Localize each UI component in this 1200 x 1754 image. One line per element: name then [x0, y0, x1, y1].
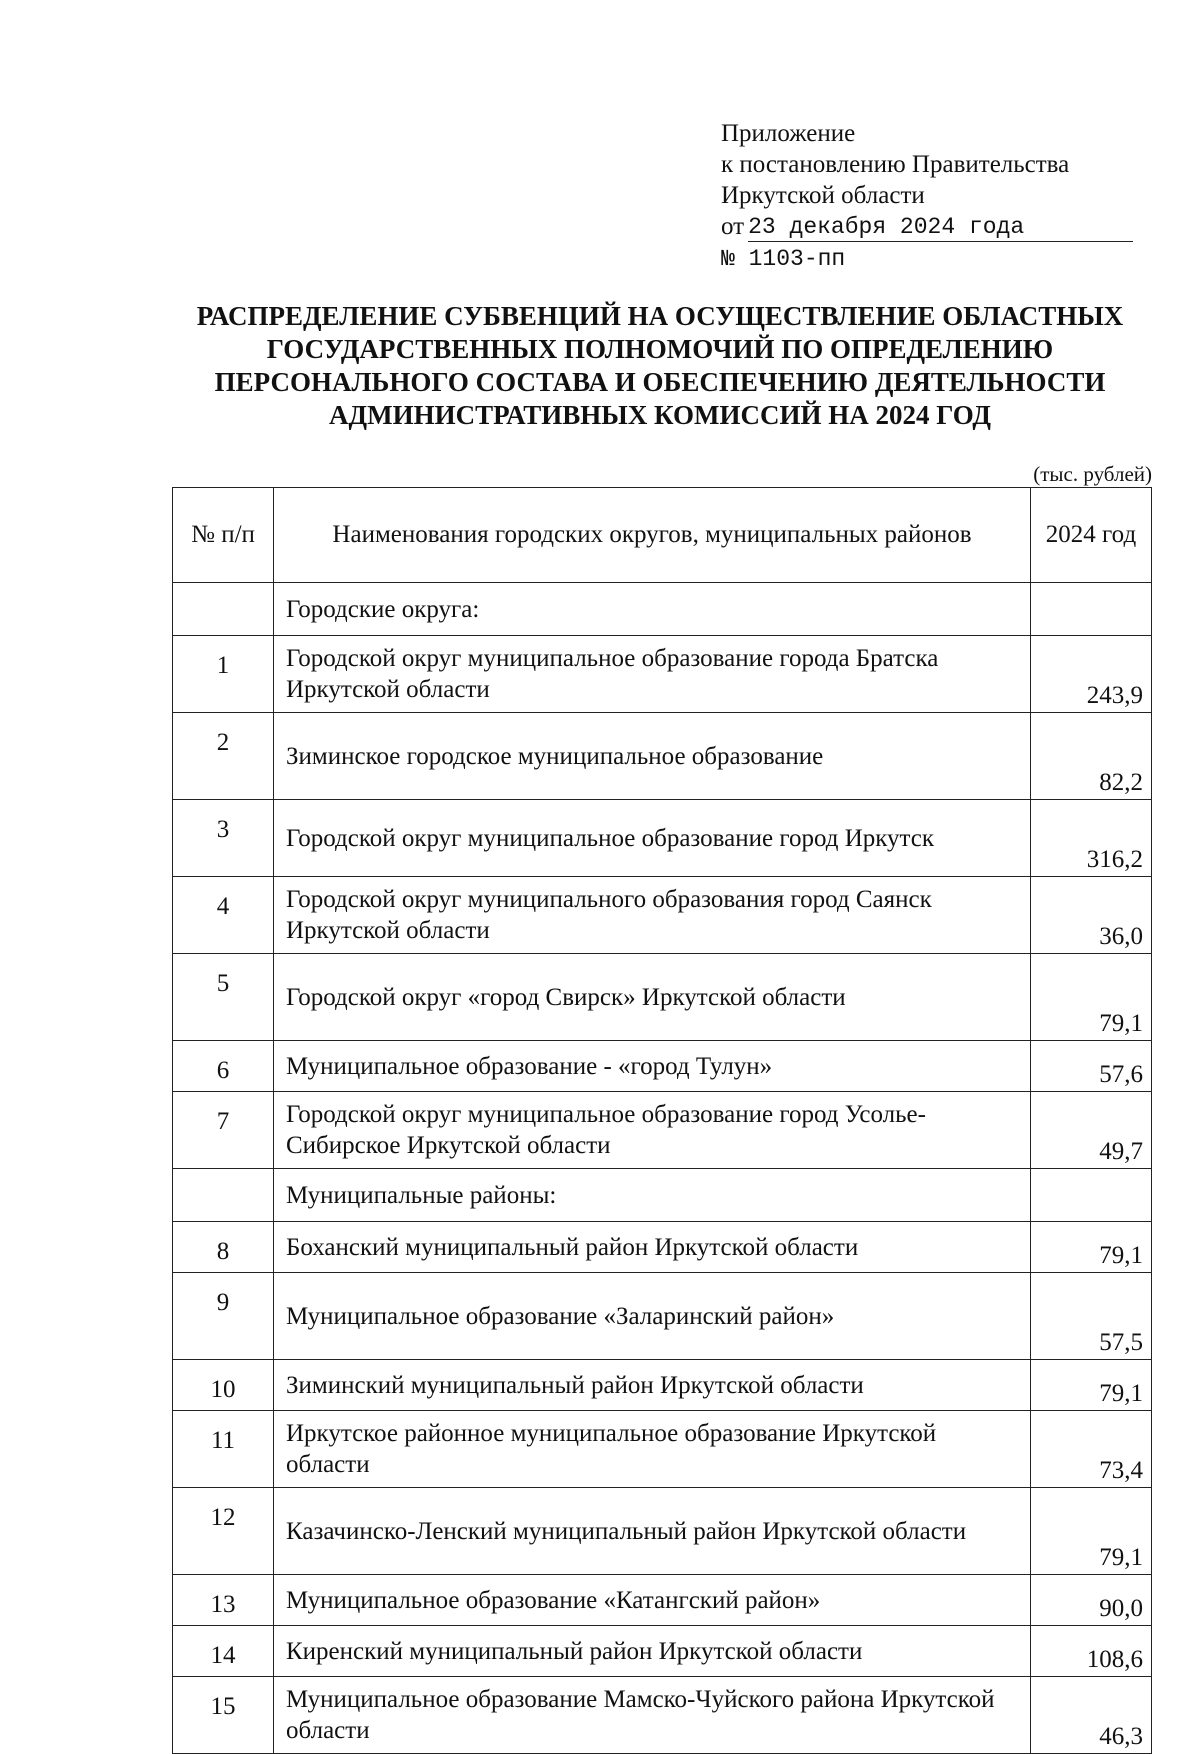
row-name: Казачинско-Ленский муниципальный район Иркутской области: [274, 1488, 1031, 1575]
row-name: Городской округ муниципального образования город Саянск Иркутской области: [274, 877, 1031, 954]
table-row: [173, 713, 1152, 800]
appendix-line-3: Иркутской области: [721, 182, 925, 209]
row-number: 8: [173, 1222, 274, 1273]
date-prefix: от: [721, 213, 745, 240]
row-value: 57,6: [1031, 1041, 1152, 1092]
table-header-row: [173, 488, 1152, 583]
appendix-line-2: к постановлению Правительства: [721, 151, 1070, 178]
row-name: Иркутское районное муниципальное образование Иркутской области: [274, 1411, 1031, 1488]
row-name: Городской округ муниципальное образование города Братска Иркутской области: [274, 636, 1031, 713]
row-name: Городской округ муниципальное образование город Иркутск: [274, 800, 1031, 877]
row-name: Киренский муниципальный район Иркутской области: [274, 1626, 1031, 1677]
header-year: 2024 год: [1031, 488, 1152, 583]
row-number: 13: [173, 1575, 274, 1626]
table-section-row: [173, 583, 1152, 636]
row-value: 79,1: [1031, 1488, 1152, 1575]
row-name: Муниципальные районы:: [274, 1169, 1031, 1222]
row-number: 3: [173, 800, 274, 877]
row-value: 90,0: [1031, 1575, 1152, 1626]
row-number: [173, 583, 274, 636]
row-number: 5: [173, 954, 274, 1041]
table-row: [173, 800, 1152, 877]
table-section-row: [173, 1169, 1152, 1222]
row-value: 46,3: [1031, 1677, 1152, 1754]
row-number: 14: [173, 1626, 274, 1677]
row-number: 9: [173, 1273, 274, 1360]
row-number: 2: [173, 713, 274, 800]
subvention-table: [172, 487, 1152, 1754]
appendix-block: [721, 118, 1141, 275]
row-value: 79,1: [1031, 954, 1152, 1041]
row-number: 11: [173, 1411, 274, 1488]
row-value: 73,4: [1031, 1411, 1152, 1488]
header-number: № п/п: [173, 488, 274, 583]
table-row: [173, 1575, 1152, 1626]
table-row: [173, 1488, 1152, 1575]
table-row: [173, 877, 1152, 954]
row-number: 4: [173, 877, 274, 954]
row-number: [173, 1169, 274, 1222]
table-body: [173, 583, 1152, 1754]
row-number: 10: [173, 1360, 274, 1411]
table-row: [173, 1411, 1152, 1488]
row-name: Муниципальное образование Мамско-Чуйского района Иркутской области: [274, 1677, 1031, 1754]
row-name: Городской округ муниципальное образование город Усолье-Сибирское Иркутской области: [274, 1092, 1031, 1169]
table-row: [173, 1092, 1152, 1169]
row-value: 243,9: [1031, 636, 1152, 713]
row-value: 82,2: [1031, 713, 1152, 800]
unit-label: (тыс. рублей): [1033, 462, 1152, 486]
document-title: РАСПРЕДЕЛЕНИЕ СУБВЕНЦИЙ НА ОСУЩЕСТВЛЕНИЕ ОБЛАСТНЫХ ГОСУДАРСТВЕННЫХ ПОЛНОМОЧИЙ ПО ОПРЕДЕЛЕНИЮ ПЕРСОНАЛЬНОГО СОСТАВА И ОБЕСПЕЧЕНИЮ ДЕЯТЕЛЬНОСТИ АДМИНИСТРАТИВНЫХ КОМИССИЙ НА 2024 ГОД: [196, 301, 1124, 430]
resolution-date: 23 декабря 2024 года: [748, 213, 1133, 242]
header-name: Наименования городских округов, муниципальных районов: [274, 488, 1031, 583]
appendix-line-1: Приложение: [721, 120, 856, 147]
row-name: Городские округа:: [274, 583, 1031, 636]
row-name: Зиминское городское муниципальное образование: [274, 713, 1031, 800]
row-number: 7: [173, 1092, 274, 1169]
row-number: 15: [173, 1677, 274, 1754]
row-name: Боханский муниципальный район Иркутской области: [274, 1222, 1031, 1273]
row-name: Муниципальное образование - «город Тулун»: [274, 1041, 1031, 1092]
row-value: [1031, 583, 1152, 636]
row-value: 49,7: [1031, 1092, 1152, 1169]
row-value: 316,2: [1031, 800, 1152, 877]
table-row: [173, 636, 1152, 713]
resolution-number: № 1103-пп: [721, 246, 846, 272]
row-name: Зиминский муниципальный район Иркутской области: [274, 1360, 1031, 1411]
row-number: 12: [173, 1488, 274, 1575]
row-value: 36,0: [1031, 877, 1152, 954]
table-row: [173, 954, 1152, 1041]
table-row: [173, 1222, 1152, 1273]
table-row: [173, 1041, 1152, 1092]
row-name: Муниципальное образование «Заларинский район»: [274, 1273, 1031, 1360]
appendix-date-line: [721, 211, 1141, 242]
row-value: [1031, 1169, 1152, 1222]
row-name: Городской округ «город Свирск» Иркутской области: [274, 954, 1031, 1041]
row-value: 79,1: [1031, 1360, 1152, 1411]
table-row: [173, 1677, 1152, 1754]
row-value: 57,5: [1031, 1273, 1152, 1360]
table-row: [173, 1273, 1152, 1360]
table-row: [173, 1360, 1152, 1411]
table-row: [173, 1626, 1152, 1677]
row-value: 79,1: [1031, 1222, 1152, 1273]
row-name: Муниципальное образование «Катангский район»: [274, 1575, 1031, 1626]
row-value: 108,6: [1031, 1626, 1152, 1677]
row-number: 6: [173, 1041, 274, 1092]
row-number: 1: [173, 636, 274, 713]
